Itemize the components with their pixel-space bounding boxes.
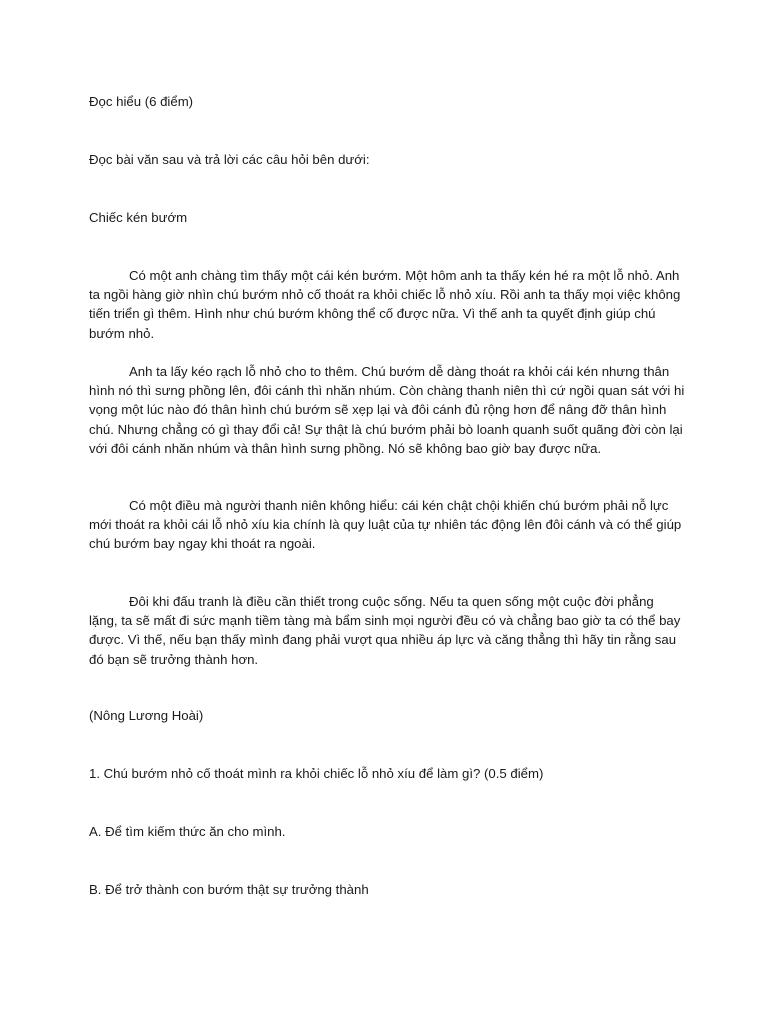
question-1: 1. Chú bướm nhỏ cố thoát mình ra khỏi chiếc lỗ nhỏ xíu để làm gì? (0.5 điểm) [89,766,544,781]
instruction-text: Đọc bài văn sau và trả lời các câu hỏi bên dưới: [89,152,370,167]
answer-option-b: B. Để trở thành con bướm thật sự trưởng thành [89,882,369,897]
story-paragraph-4: Đôi khi đấu tranh là điều cần thiết trong cuộc sống. Nếu ta quen sống một cuộc đời phẳng lặng, ta sẽ mất đi sức mạnh tiềm tàng mà bẩm sinh mọi người đều có và chẳng bao giờ ta có thể bay được. Vì thế, nếu bạn thấy mình đang phải vượt qua nhiều áp lực và căng thẳng thì hãy tin rằng sau đó bạn sẽ trưởng thành hơn. [89,594,681,667]
story-paragraph-2: Anh ta lấy kéo rạch lỗ nhỏ cho to thêm. Chú bướm dễ dàng thoát ra khỏi cái kén nhưng thân hình nó thì sưng phồng lên, đôi cánh thì nhăn nhúm. Còn chàng thanh niên thì cứ ngồi quan sát với hi vọng một lúc nào đó thân hình chú bướm sẽ xẹp lại và đôi cánh đủ rộng hơn để nâng đỡ thân hình chú. Nhưng chẳng có gì thay đổi cả! Sự thật là chú bướm phải bò loanh quanh suốt quãng đời còn lại với đôi cánh nhăn nhúm và thân hình sưng phồng. Nó sẽ không bao giờ bay được nữa. [89,364,685,456]
answer-option-a: A. Để tìm kiếm thức ăn cho mình. [89,824,286,839]
story-title: Chiếc kén bướm [89,210,188,225]
story-paragraph-1: Có một anh chàng tìm thấy một cái kén bướm. Một hôm anh ta thấy kén hé ra một lỗ nhỏ. Anh ta ngồi hàng giờ nhìn chú bướm nhỏ cố thoát ra khỏi chiếc lỗ nhỏ xíu. Rồi anh ta thấy mọi việc không tiến triển gì thêm. Hình như chú bướm không thể cố được nữa. Vì thế anh ta quyết định giúp chú bướm nhỏ. [89,268,681,341]
story-author: (Nông Lương Hoài) [89,708,204,723]
section-heading: Đọc hiểu (6 điểm) [89,94,194,109]
story-paragraph-3: Có một điều mà người thanh niên không hiểu: cái kén chật chội khiến chú bướm phải nỗ lực mới thoát ra khỏi cái lỗ nhỏ xíu kia chính là quy luật của tự nhiên tác động lên đôi cánh và có thể giúp chú bướm bay ngay khi thoát ra ngoài. [89,498,682,552]
